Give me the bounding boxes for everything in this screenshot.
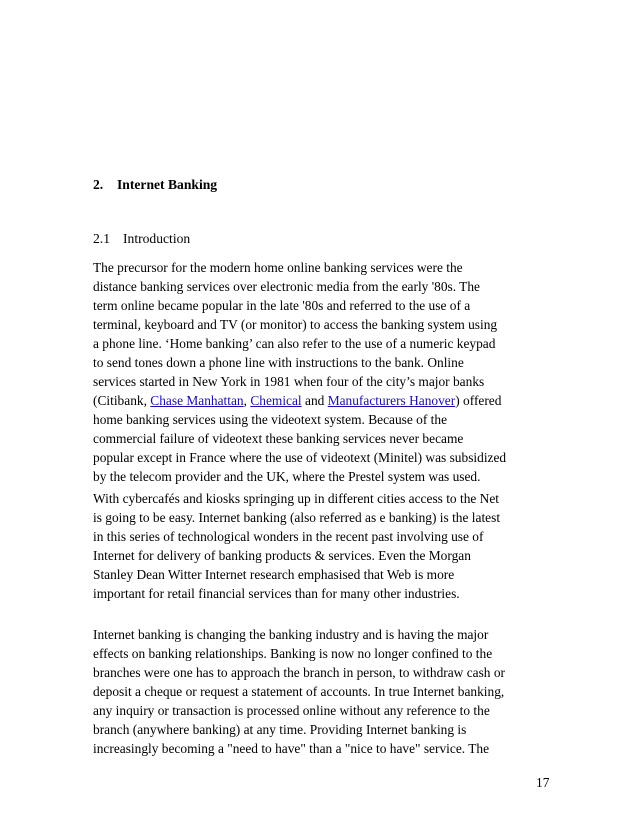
subsection-heading (93, 231, 190, 247)
paragraph-line: home banking services using the videotext system. Because of the (93, 412, 448, 427)
paragraph-line: is going to be easy. Internet banking (also referred as e banking) is the latest (93, 510, 501, 525)
paragraph-line: popular except in France where the use of videotext (Minitel) was subsidized (93, 450, 507, 465)
link-chemical[interactable]: Chemical (250, 393, 302, 408)
subsection-number: 2.1 (93, 231, 110, 246)
paragraph-line: by the telecom provider and the UK, where the Prestel system was used. (93, 469, 481, 484)
subsection-title: Introduction (123, 231, 191, 246)
line-text: (Citibank, (93, 393, 151, 408)
paragraph-line: terminal, keyboard and TV (or monitor) to access the banking system using (93, 317, 498, 332)
paragraph-2 (93, 489, 553, 603)
section-number: 2. (93, 177, 104, 192)
paragraph-line: Internet banking is changing the banking industry and is having the major (93, 627, 489, 642)
paragraph-3 (93, 625, 553, 758)
link-manufacturers-hanover[interactable]: Manufacturers Hanover (327, 393, 456, 408)
paragraph-line: branches were one has to approach the branch in person, to withdraw cash or (93, 665, 505, 680)
paragraph-line: distance banking services over electronic media from the early '80s. The (93, 279, 481, 294)
link-chase-manhattan[interactable]: Chase Manhattan (150, 393, 244, 408)
paragraph-line-with-links (93, 391, 553, 410)
paragraph-line: in this series of technological wonders in the recent past involving use of (93, 529, 484, 544)
paragraph-1 (93, 258, 553, 486)
paragraph-line: branch (anywhere banking) at any time. Providing Internet banking is (93, 722, 467, 737)
paragraph-line: a phone line. ‘Home banking’ can also refer to the use of a numeric keypad (93, 336, 496, 351)
paragraph-line: deposit a cheque or request a statement of accounts. In true Internet banking, (93, 684, 505, 699)
paragraph-line: commercial failure of videotext these banking services never became (93, 431, 464, 446)
section-heading (93, 177, 217, 193)
paragraph-line: services started in New York in 1981 when four of the city’s major banks (93, 374, 485, 389)
line-text: , (243, 393, 251, 408)
page-number: 17 (536, 775, 550, 790)
paragraph-line: increasingly becoming a "need to have" than a "nice to have" service. The (93, 741, 490, 756)
paragraph-line: important for retail financial services than for many other industries. (93, 586, 460, 601)
line-text: and (301, 393, 328, 408)
paragraph-line: Stanley Dean Witter Internet research emphasised that Web is more (93, 567, 455, 582)
paragraph-line: Internet for delivery of banking products & services. Even the Morgan (93, 548, 471, 563)
line-text: ) offered (455, 393, 502, 408)
paragraph-line: With cybercafés and kiosks springing up in different cities access to the Net (93, 491, 500, 506)
paragraph-line: any inquiry or transaction is processed online without any reference to the (93, 703, 490, 718)
section-title: Internet Banking (117, 177, 218, 192)
paragraph-line: term online became popular in the late '80s and referred to the use of a (93, 298, 471, 313)
paragraph-line: to send tones down a phone line with instructions to the bank. Online (93, 355, 464, 370)
paragraph-line: effects on banking relationships. Banking is now no longer confined to the (93, 646, 493, 661)
paragraph-line: The precursor for the modern home online banking services were the (93, 260, 463, 275)
